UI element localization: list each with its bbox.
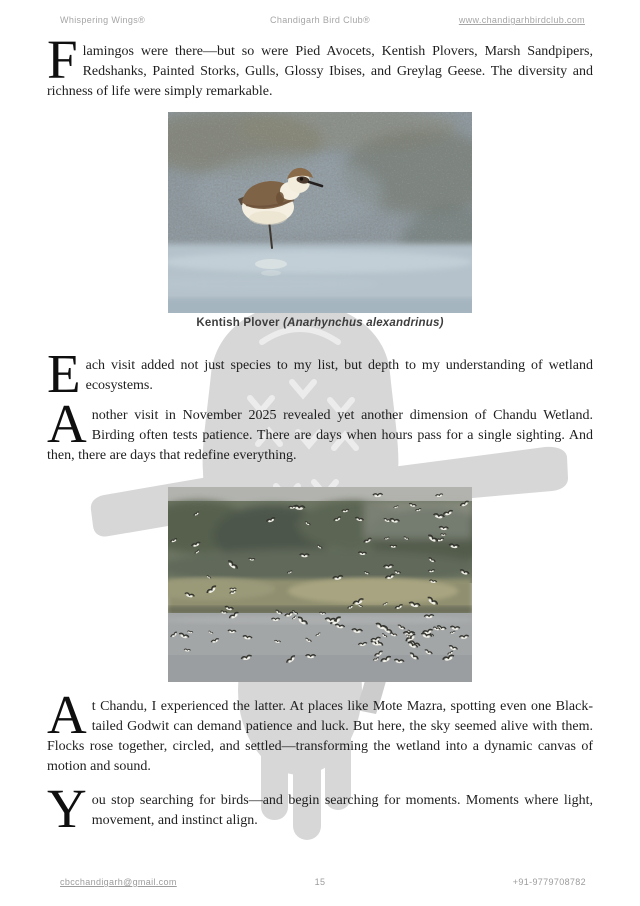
paragraph-text: t Chandu, I experienced the latter. At places like Mote Mazra, spotting even one Black-tailed Godwit can demand patience and luck. But here, the sky seemed alive with them. Flocks rose together, circled, and settled—transforming the wetland into a dynamic canvas of motion and sound. bbox=[47, 699, 593, 774]
dropcap-letter: Y bbox=[47, 778, 87, 839]
club-name: Chandigarh Bird Club® bbox=[269, 15, 371, 25]
paragraph-each-visit bbox=[47, 343, 593, 404]
paragraph-moments bbox=[47, 778, 593, 839]
phone-number: +91-9779708782 bbox=[512, 877, 586, 887]
dropcap-letter: F bbox=[47, 29, 78, 90]
paragraph-november-visit bbox=[47, 393, 593, 466]
paragraph-text: lamingos were there—but so were Pied Avocets, Kentish Plovers, Marsh Sandpipers, Redshanks, Painted Storks, Gulls, Glossy Ibises, and Greylag Geese. The diversity and richness of life were simply remarkable. bbox=[47, 44, 593, 99]
caption-scientific-name: (Anarhynchus alexandrinus) bbox=[283, 317, 444, 329]
email-link[interactable]: cbcchandigarh@gmail.com bbox=[60, 877, 177, 887]
dropcap-letter: A bbox=[47, 393, 87, 454]
paragraph-at-chandu bbox=[47, 684, 593, 777]
photo-caption bbox=[0, 317, 640, 329]
dropcap-letter: E bbox=[47, 343, 81, 404]
bird-flock-illustration bbox=[168, 487, 472, 682]
kentish-plover-illustration bbox=[168, 112, 472, 313]
page-footer bbox=[0, 877, 640, 891]
page-number: 15 bbox=[314, 877, 326, 887]
paragraph-text: ou stop searching for birds—and begin searching for moments. Moments where light, movement, and instinct align. bbox=[91, 793, 593, 828]
caption-common-name: Kentish Plover bbox=[196, 317, 284, 329]
paragraph-text: ach visit added not just species to my list, but depth to my understanding of wetland ecosystems. bbox=[85, 358, 593, 393]
paragraph-flamingos bbox=[47, 29, 593, 102]
paragraph-text: nother visit in November 2025 revealed yet another dimension of Chandu Wetland. Birding often tests patience. There are days when hours pass for a single sighting. And then, there are days that redefine everything. bbox=[47, 408, 593, 463]
bird-flock-photo bbox=[168, 487, 472, 682]
newsletter-title: Whispering Wings® bbox=[60, 15, 146, 25]
website-link[interactable]: www.chandigarhbirdclub.com bbox=[458, 15, 585, 25]
page-header bbox=[0, 15, 640, 29]
kentish-plover-photo bbox=[168, 112, 472, 313]
dropcap-letter: A bbox=[47, 684, 87, 745]
